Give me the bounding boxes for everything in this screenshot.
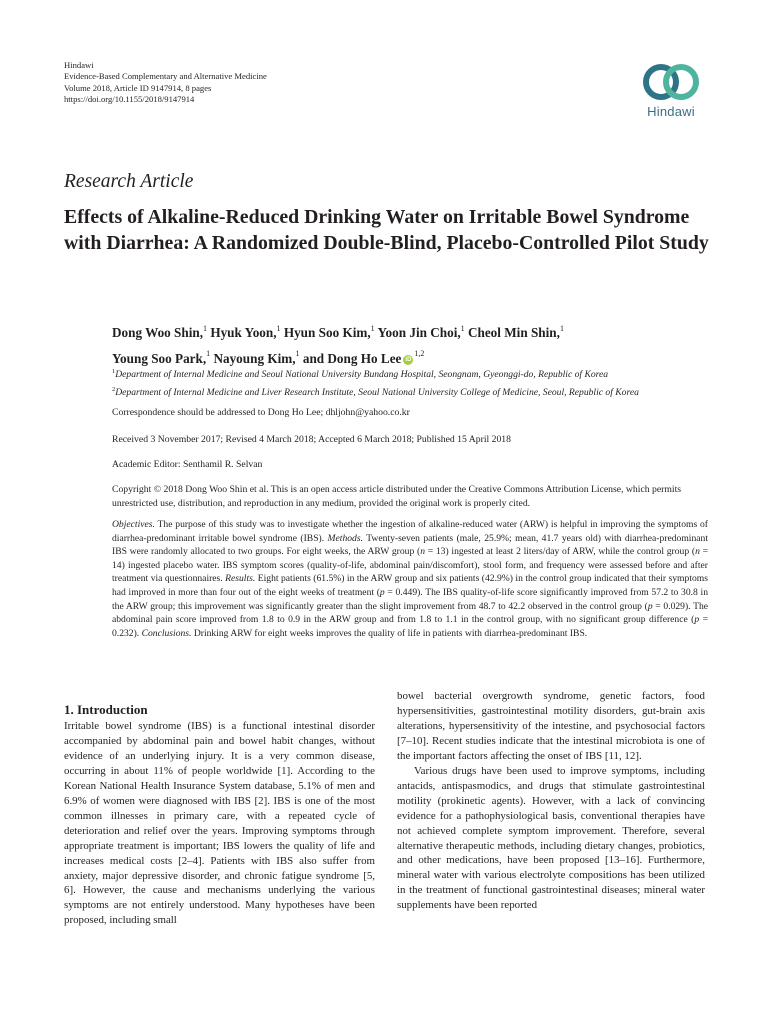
author[interactable]: Hyun Soo Kim,$^1$: [283, 324, 375, 341]
publisher-name: Hindawi: [64, 60, 94, 70]
author[interactable]: Hyuk Yoon,$^1$: [210, 324, 281, 341]
journal-name: Evidence-Based Complementary and Alternative Medicine: [64, 71, 267, 82]
journal-header: [64, 60, 267, 105]
author[interactable]: Young Soo Park,$^1$: [112, 349, 211, 366]
volume-line: Volume 2018, Article ID 9147914, 8 pages: [64, 82, 212, 93]
publication-dates: Received 3 November 2017; Revised 4 March 2018; Accepted 6 March 2018; Published 15 April 2018: [112, 434, 511, 445]
article-title: Effects of Alkaline-Reduced Drinking Water on Irritable Bowel Syndrome with Diarrhea: A Randomized Double-Blind, Placebo-Controlled Pilot Study: [64, 206, 709, 254]
hindawi-rings-icon: [640, 62, 702, 102]
author[interactable]: Yoon Jin Choi,$^1$: [377, 324, 465, 341]
hindawi-logo: [630, 62, 712, 119]
author-list: [112, 319, 732, 370]
author[interactable]: and Dong Ho Lee iD$^{1,2}$: [302, 349, 425, 366]
body-column-right: [397, 689, 705, 913]
academic-editor: Academic Editor: Senthamil R. Selvan: [112, 459, 263, 470]
correspondence: Correspondence should be addressed to Dong Ho Lee; dhljohn@yahoo.co.kr: [112, 407, 410, 418]
abstract: Objectives. The purpose of this study was to investigate whether the ingestion of alkaline-reduced water (ARW) is helpful in improving the symptoms of diarrhea-predominant irritable bowel syndrome (IBS). Methods. Twenty-seven patients (male, 25.9%; mean, 41.7 years old) with diarrhea-predominant IBS were randomly allocated to two groups. For eight weeks, the ARW group (n = 13) ingested at least 2 liters/day of ARW, while the control group (n = 14) ingested placebo water. IBS symptom scores (quality-of-life, abdominal pain/discomfort), stool form, and frequency were assessed before and after treatment via questionnaires. Results. Eight patients (61.5%) in the ARW group and six patients (42.9%) in the control group indicated that their symptoms had improved in more than four out of the eight weeks of treatment (p = 0.449). The IBS quality-of-life score significantly improved from 57.2 to 30.8 in the ARW group; this improvement was significantly greater than the slight improvement from 48.7 to 42.2 observed in the control group (p = 0.029). The abdominal pain score improved from 1.8 to 0.9 in the ARW group and from 1.8 to 1.1 in the control group, with no significant group difference (p = 0.232). Conclusions. Drinking ARW for eight weeks improves the quality of life in patients with diarrhea-predominant IBS.: [112, 519, 709, 639]
author[interactable]: Cheol Min Shin,$^1$: [467, 324, 564, 341]
paragraph: Various drugs have been used to improve symptoms, including antacids, antispasmodics, and drugs that stimulate gastrointestinal motility (prokinetic agents). However, with a lack of convincing evidence for a pathophysiological basis, conventional therapies have not achieved complete symptom improvement. Therefore, several alternative therapeutic methods, including dietary changes, probiotics, and other medications, have been proposed [13–16]. Furthermore, mineral water with various electrolyte compositions has been utilized in the treatment of functional gastrointestinal diseases; mineral water supplements have been reported: [397, 764, 705, 912]
affiliations: [112, 364, 732, 400]
hindawi-wordmark: Hindawi: [647, 104, 695, 119]
paragraph: bowel bacterial overgrowth syndrome, genetic factors, food hypersensitivities, gastrointestinal motility disorders, gut-brain axis alterations, hypersensitivity of the intestine, and psychosocial factors [7–10]. Recent studies indicate that the intestinal microbiota is one of the important factors affecting the onset of IBS [11, 12].: [397, 690, 705, 762]
orcid-icon[interactable]: iD: [405, 356, 412, 363]
paragraph: Irritable bowel syndrome (IBS) is a functional intestinal disorder accompanied by abdominal pain and bowel habit changes, without evidence of an underlying injury. It is a very common disease, occurring in about 11% of people worldwide [1]. According to the Korean National Health Insurance System database, 5.1% of men and 6.9% of women were diagnosed with IBS [2]. IBS is one of the most common illnesses in primary care, with a repeated cycle of deterioration and relief over the years. Improving symptoms through appropriate treatment is important; IBS lowers the quality of life and increases medical costs [2–4]. Patients with IBS also suffer from anxiety, major depressive disorder, and chronic fatigue syndrome [5, 6]. However, the cause and mechanisms underlying the various symptoms are not entirely understood. Many hypotheses have been proposed, including small: [64, 720, 375, 927]
article-type: Research Article: [64, 171, 194, 192]
section-heading-introduction: 1. Introduction: [64, 702, 148, 717]
author[interactable]: Nayoung Kim,$^1$: [213, 349, 300, 366]
affiliation-1: $^1$Department of Internal Medicine and Seoul National University Bundang Hospital, Seongnam, Gyeonggi-do, Republic of Korea: [112, 368, 609, 381]
author[interactable]: Dong Woo Shin,$^1$: [112, 324, 208, 341]
affiliation-2: $^2$Department of Internal Medicine and Liver Research Institute, Seoul National University College of Medicine, Seoul, Republic of Korea: [112, 386, 639, 399]
copyright-notice: Copyright © 2018 Dong Woo Shin et al. This is an open access article distributed under the Creative Commons Attribution License, which permits unrestricted use, distribution, and reproduction in any medium, provided the original work is properly cited.: [112, 484, 682, 509]
doi-link[interactable]: https://doi.org/10.1155/2018/9147914: [64, 93, 195, 104]
body-column-left: [64, 719, 375, 928]
